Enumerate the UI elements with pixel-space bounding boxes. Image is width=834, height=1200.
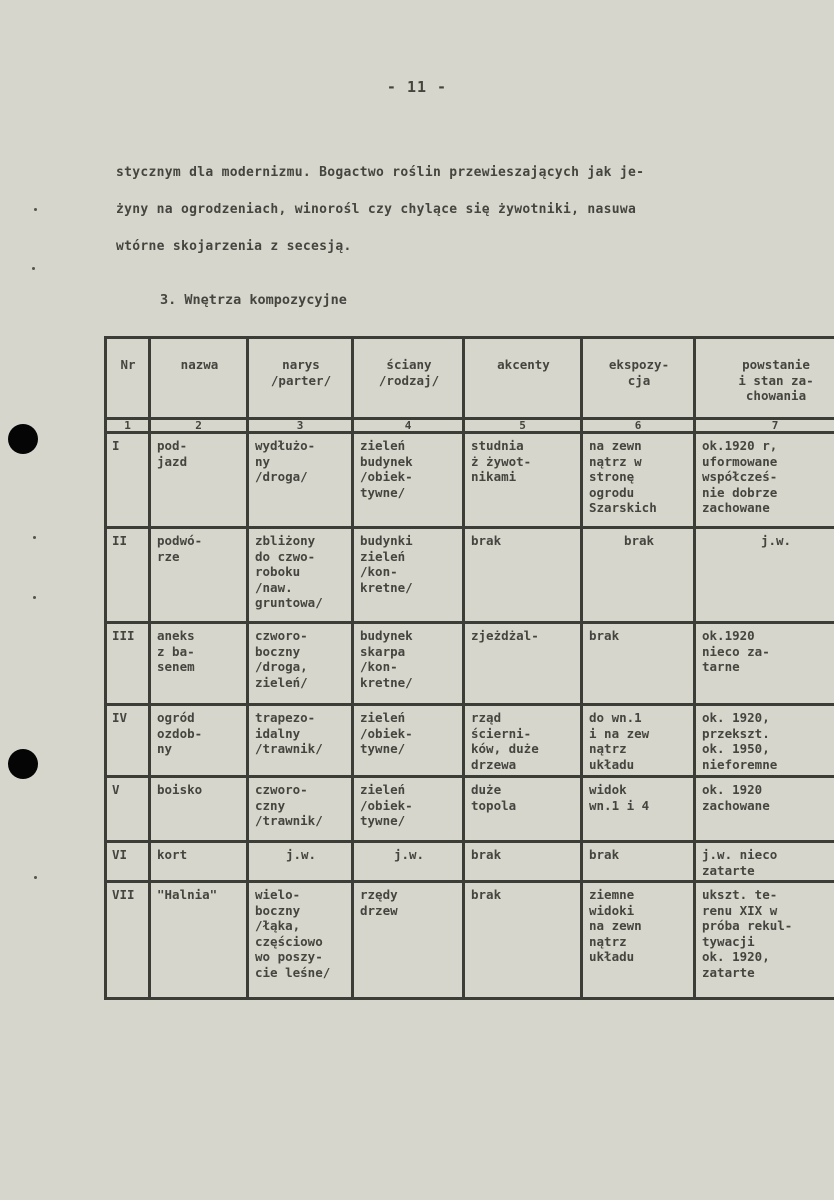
column-number: 6 — [582, 419, 695, 433]
table-row — [106, 623, 834, 705]
column-number: 3 — [248, 419, 353, 433]
table-cell: do wn.1 i na zew nątrz układu — [582, 705, 695, 777]
table-number-row — [106, 419, 834, 433]
table-cell: IV — [106, 705, 150, 777]
column-number: 1 — [106, 419, 150, 433]
table-cell: budynki zieleń /kon- kretne/ — [353, 528, 464, 623]
header-cell: ściany /rodzaj/ — [353, 338, 464, 419]
table-row — [106, 777, 834, 842]
paragraph-line: stycznym dla modernizmu. Bogactwo roślin przewieszających jak je- — [116, 165, 645, 180]
table-cell: brak — [464, 528, 582, 623]
table-cell: brak — [582, 528, 695, 623]
table-cell: studnia ż żywot- nikami — [464, 433, 582, 528]
table-cell: zieleń /obiek- tywne/ — [353, 705, 464, 777]
table-cell: ok. 1920 zachowane — [695, 777, 834, 842]
page-number: - 11 - — [386, 78, 448, 96]
table-cell: boisko — [150, 777, 248, 842]
table-row — [106, 528, 834, 623]
table-cell: ukszt. te- renu XIX w próba rekul- tywacji ok. 1920, zatarte — [695, 882, 834, 999]
table-cell: VII — [106, 882, 150, 999]
table-cell: zjeżdżal- — [464, 623, 582, 705]
table-cell: budynek skarpa /kon- kretne/ — [353, 623, 464, 705]
column-number: 2 — [150, 419, 248, 433]
table-cell: brak — [464, 882, 582, 999]
table-cell: III — [106, 623, 150, 705]
table-cell: czworo- boczny /droga, zieleń/ — [248, 623, 353, 705]
table-cell: trapezo- idalny /trawnik/ — [248, 705, 353, 777]
margin-speck — [33, 536, 36, 539]
table-cell: na zewn nątrz w stronę ogrodu Szarskich — [582, 433, 695, 528]
body-paragraph — [116, 154, 806, 265]
table-cell: zieleń /obiek- tywne/ — [353, 777, 464, 842]
table-cell: wielo- boczny /łąka, częściowo wo poszy- cie leśne/ — [248, 882, 353, 999]
table-cell: podwó- rze — [150, 528, 248, 623]
table-cell: duże topola — [464, 777, 582, 842]
table-cell: aneks z ba- senem — [150, 623, 248, 705]
table-cell: brak — [582, 623, 695, 705]
table-cell: I — [106, 433, 150, 528]
table-cell: j.w. — [353, 842, 464, 882]
table-cell: kort — [150, 842, 248, 882]
column-number: 7 — [695, 419, 834, 433]
header-cell: narys /parter/ — [248, 338, 353, 419]
table-row — [106, 882, 834, 999]
table-cell: "Halnia" — [150, 882, 248, 999]
table-cell: zbliżony do czwo- roboku /naw. gruntowa/ — [248, 528, 353, 623]
table-cell: wydłużo- ny /droga/ — [248, 433, 353, 528]
table-cell: ok.1920 nieco za- tarne — [695, 623, 834, 705]
table-cell: widok wn.1 i 4 — [582, 777, 695, 842]
table-row — [106, 433, 834, 528]
header-cell: Nr — [106, 338, 150, 419]
table-cell: brak — [464, 842, 582, 882]
table-row — [106, 842, 834, 882]
paragraph-line: wtórne skojarzenia z secesją. — [116, 239, 352, 254]
margin-speck — [32, 267, 35, 270]
table-cell: j.w. — [248, 842, 353, 882]
header-cell: powstanie i stan za- chowania — [695, 338, 834, 419]
table-cell: VI — [106, 842, 150, 882]
table-cell: ziemne widoki na zewn nątrz układu — [582, 882, 695, 999]
table-cell: pod- jazd — [150, 433, 248, 528]
column-number: 4 — [353, 419, 464, 433]
table-cell: ok.1920 r, uformowane współcześ- nie dobrze zachowane — [695, 433, 834, 528]
paragraph-line: żyny na ogrodzeniach, winorośl czy chylące się żywotniki, nasuwa — [116, 202, 637, 217]
table-cell: ogród ozdob- ny — [150, 705, 248, 777]
punch-hole-top — [8, 424, 38, 454]
composition-table — [104, 336, 834, 1000]
margin-speck — [33, 596, 36, 599]
table-cell: rząd ścierni- ków, duże drzewa — [464, 705, 582, 777]
column-number: 5 — [464, 419, 582, 433]
header-cell: akcenty — [464, 338, 582, 419]
table-cell: zieleń budynek /obiek- tywne/ — [353, 433, 464, 528]
table-cell: j.w. nieco zatarte — [695, 842, 834, 882]
table-cell: V — [106, 777, 150, 842]
header-cell: nazwa — [150, 338, 248, 419]
table-cell: brak — [582, 842, 695, 882]
punch-hole-bottom — [8, 749, 38, 779]
header-cell: ekspozy- cja — [582, 338, 695, 419]
table-cell: czworo- czny /trawnik/ — [248, 777, 353, 842]
margin-speck — [34, 876, 37, 879]
table-cell: II — [106, 528, 150, 623]
margin-speck — [34, 208, 37, 211]
table-cell: ok. 1920, przekszt. ok. 1950, nieforemne — [695, 705, 834, 777]
table-header-row — [106, 338, 834, 419]
table-cell: j.w. — [695, 528, 834, 623]
section-title: 3. Wnętrza kompozycyjne — [160, 292, 347, 308]
table-row — [106, 705, 834, 777]
table-cell: rzędy drzew — [353, 882, 464, 999]
